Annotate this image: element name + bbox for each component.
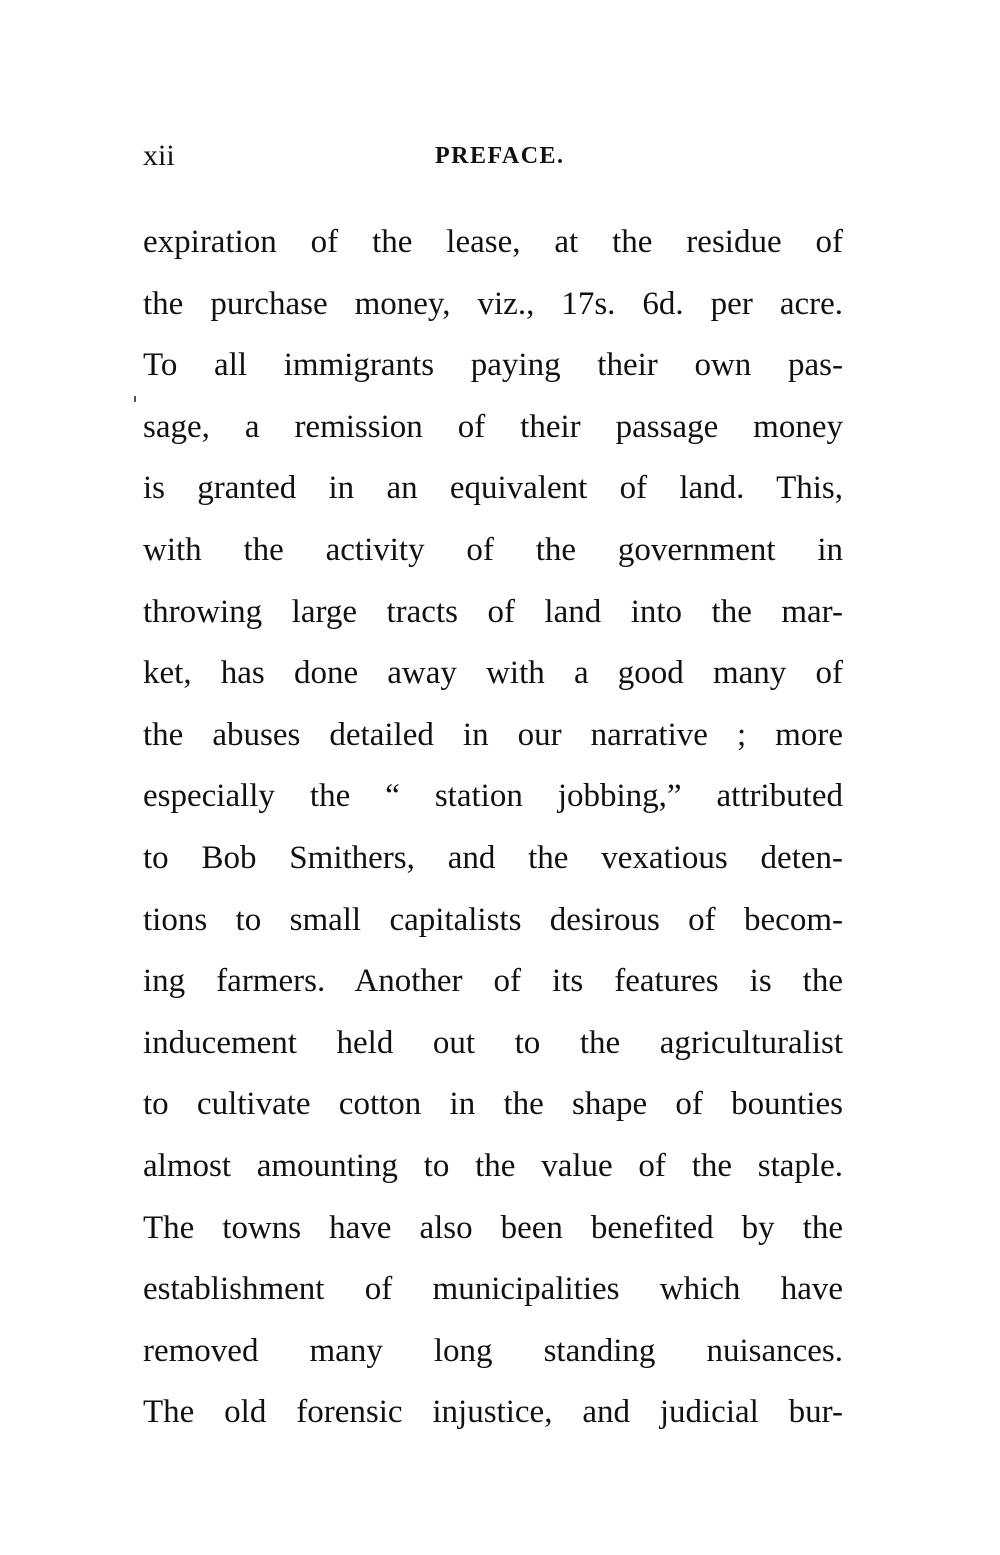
page-header xyxy=(143,136,843,176)
text-line: almost amounting to the value of the staple. xyxy=(143,1147,843,1184)
body-text xyxy=(143,212,843,1444)
text-line: expiration of the lease, at the residue of xyxy=(143,224,843,260)
text-line: the purchase money, viz., 17s. 6d. per acre. xyxy=(143,285,843,322)
text-line: The towns have also been benefited by the xyxy=(143,1209,843,1246)
text-line: tions to small capitalists desirous of becom- xyxy=(143,901,843,938)
text-line: to Bob Smithers, and the vexatious deten- xyxy=(143,839,843,876)
page-number: xii xyxy=(143,139,175,172)
text-line: ket, has done away with a good many of xyxy=(143,655,843,692)
margin-mark xyxy=(134,396,136,402)
text-line: inducement held out to the agriculturalist xyxy=(143,1024,843,1061)
text-line: removed many long standing nuisances. xyxy=(143,1332,843,1369)
text-line: To all immigrants paying their own pas- xyxy=(143,347,843,384)
text-line: to cultivate cotton in the shape of bounties xyxy=(143,1086,843,1123)
text-line: the abuses detailed in our narrative ; more xyxy=(143,716,843,753)
text-line: especially the “ station jobbing,” attributed xyxy=(143,778,843,815)
running-title: PREFACE. xyxy=(435,143,565,169)
text-line: The old forensic injustice, and judicial bur- xyxy=(143,1394,843,1431)
text-line: sage, a remission of their passage money xyxy=(143,408,843,445)
text-line: with the activity of the government in xyxy=(143,531,843,568)
text-line: establishment of municipalities which have xyxy=(143,1271,843,1308)
text-line: throwing large tracts of land into the mar- xyxy=(143,593,843,630)
text-line: is granted in an equivalent of land. This, xyxy=(143,470,843,507)
text-line: ing farmers. Another of its features is the xyxy=(143,963,843,1000)
